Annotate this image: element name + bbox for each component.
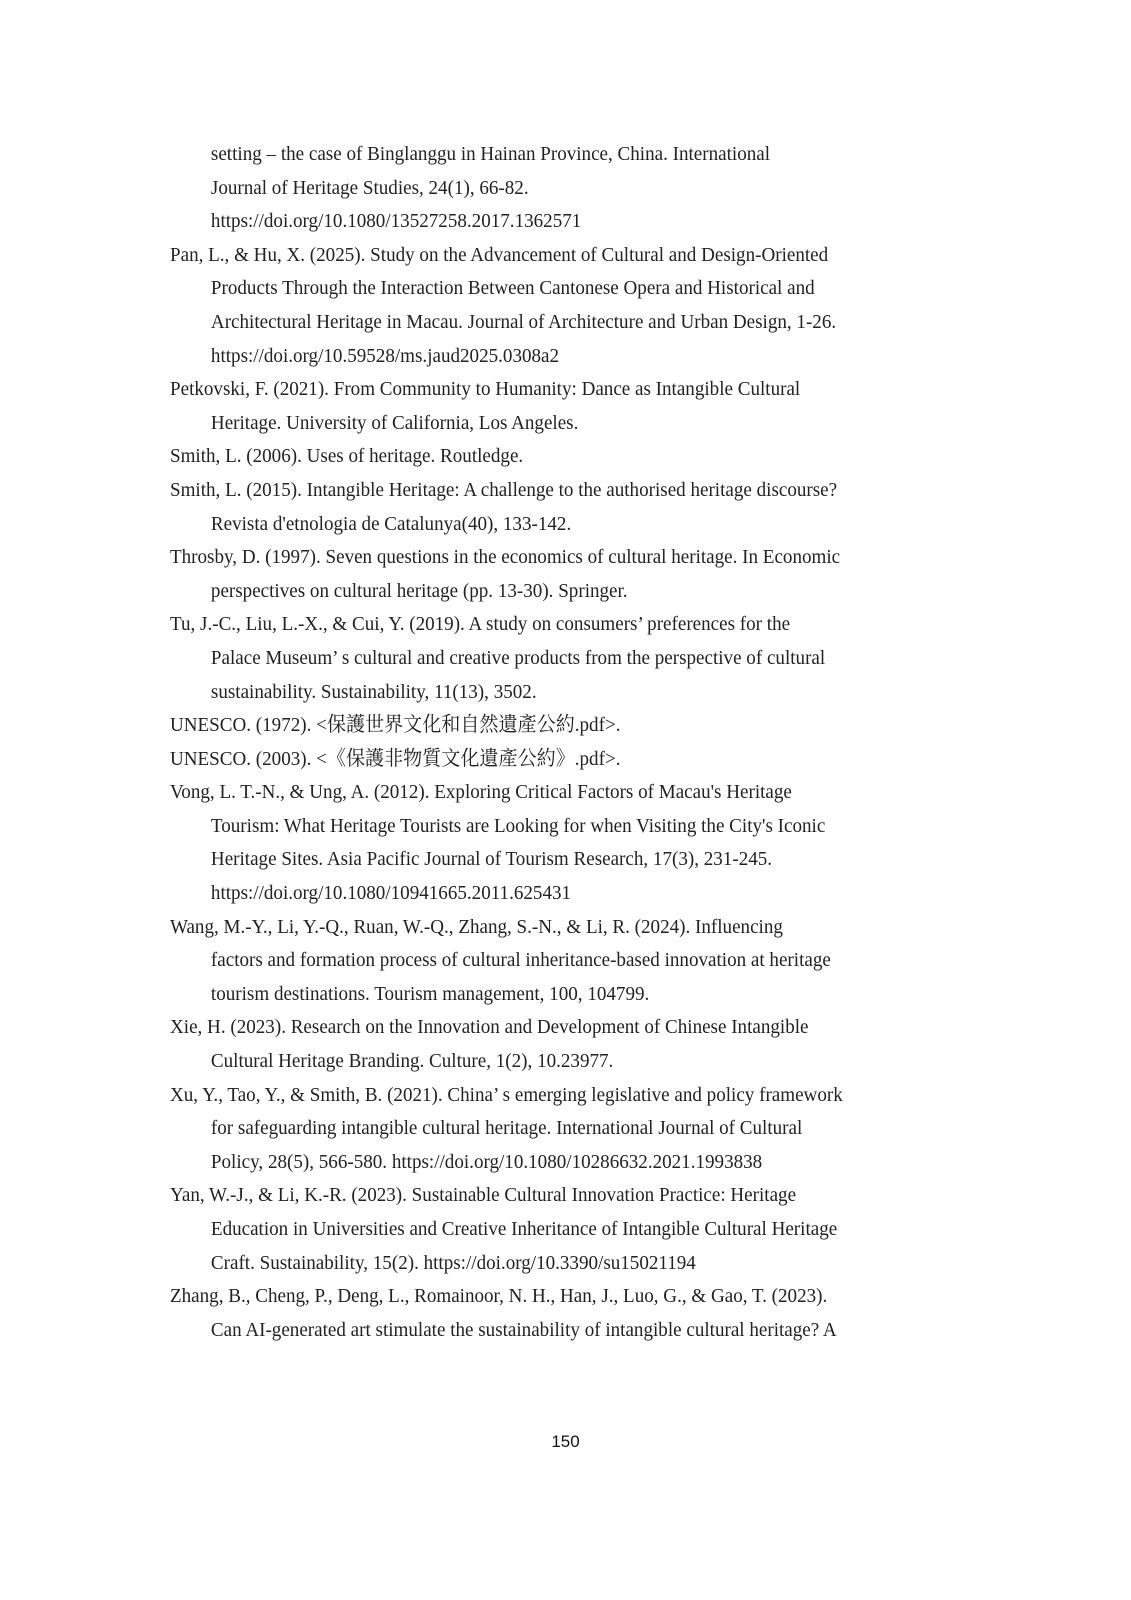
reference-line: Cultural Heritage Branding. Culture, 1(2), 10.23977. — [210, 1050, 614, 1073]
reference-line: UNESCO. (1972). <保護世界文化和自然遺產公約.pdf>. — [170, 714, 621, 737]
reference-line: Zhang, B., Cheng, P., Deng, L., Romainoor, N. H., Han, J., Luo, G., & Gao, T. (2023). — [170, 1285, 828, 1308]
reference-entry — [170, 440, 960, 474]
reference-line: Vong, L. T.-N., & Ung, A. (2012). Exploring Critical Factors of Macau's Heritage — [170, 781, 792, 804]
reference-entry — [170, 1280, 960, 1347]
reference-line: Education in Universities and Creative Inheritance of Intangible Cultural Heritage — [210, 1218, 838, 1240]
reference-line: Architectural Heritage in Macau. Journal of Architecture and Urban Design, 1-26. — [210, 310, 837, 333]
page-number: 150 — [551, 1432, 580, 1451]
reference-line: Petkovski, F. (2021). From Community to Humanity: Dance as Intangible Cultural — [170, 378, 801, 401]
reference-line: https://doi.org/10.59528/ms.jaud2025.0308a2 — [210, 344, 560, 367]
reference-line: Yan, W.-J., & Li, K.-R. (2023). Sustainable Cultural Innovation Practice: Heritage — [170, 1184, 797, 1207]
reference-entry — [170, 541, 960, 608]
reference-entry — [170, 911, 960, 1012]
reference-line: UNESCO. (2003). <《保護非物質文化遺產公約》.pdf>. — [170, 747, 621, 770]
reference-line: Xu, Y., Tao, Y., & Smith, B. (2021). China’ s emerging legislative and policy framework — [170, 1083, 843, 1106]
reference-line: Journal of Heritage Studies, 24(1), 66-82. — [210, 176, 529, 199]
reference-line: Products Through the Interaction Between Cantonese Opera and Historical and — [210, 277, 815, 300]
reference-line: Xie, H. (2023). Research on the Innovation and Development of Chinese Intangible — [170, 1016, 809, 1039]
reference-line: Smith, L. (2006). Uses of heritage. Routledge. — [170, 445, 524, 468]
reference-entry — [170, 743, 960, 777]
reference-line: Throsby, D. (1997). Seven questions in the economics of cultural heritage. In Economic — [170, 546, 841, 569]
reference-entry — [170, 1179, 960, 1280]
reference-line: Craft. Sustainability, 15(2). https://doi.org/10.3390/su15021194 — [210, 1251, 696, 1274]
reference-entry — [170, 474, 960, 541]
reference-line: perspectives on cultural heritage (pp. 13-30). Springer. — [210, 579, 628, 602]
reference-line: Can AI-generated art stimulate the sustainability of intangible cultural heritage? A — [210, 1318, 837, 1341]
reference-entry — [170, 1011, 960, 1078]
reference-entry — [170, 1079, 960, 1180]
reference-entry — [170, 608, 960, 709]
reference-line: Tourism: What Heritage Tourists are Looking for when Visiting the City's Iconic — [210, 814, 826, 837]
reference-line: Pan, L., & Hu, X. (2025). Study on the Advancement of Cultural and Design-Oriented — [170, 243, 829, 266]
reference-line: sustainability. Sustainability, 11(13), 3502. — [210, 680, 537, 703]
reference-entry — [170, 776, 960, 910]
reference-line: Heritage. University of California, Los Angeles. — [210, 411, 579, 434]
reference-line: https://doi.org/10.1080/10941665.2011.625431 — [210, 882, 572, 905]
reference-entry — [170, 373, 960, 440]
reference-list — [170, 138, 960, 1347]
reference-line: Wang, M.-Y., Li, Y.-Q., Ruan, W.-Q., Zhang, S.-N., & Li, R. (2024). Influencing — [170, 915, 783, 938]
reference-line: Revista d'etnologia de Catalunya(40), 133-142. — [210, 512, 572, 535]
reference-line: Tu, J.-C., Liu, L.-X., & Cui, Y. (2019). A study on consumers’ preferences for the — [170, 613, 791, 636]
reference-line: Policy, 28(5), 566-580. https://doi.org/10.1080/10286632.2021.1993838 — [210, 1150, 763, 1173]
reference-line: Palace Museum’ s cultural and creative products from the perspective of cultural — [210, 646, 826, 669]
reference-line: for safeguarding intangible cultural heritage. International Journal of Cultural — [210, 1117, 803, 1140]
reference-line: tourism destinations. Tourism management, 100, 104799. — [210, 982, 650, 1005]
reference-entry — [170, 138, 960, 239]
reference-entry — [170, 709, 960, 743]
reference-entry — [170, 239, 960, 373]
reference-line: factors and formation process of cultural inheritance-based innovation at heritage — [210, 949, 831, 972]
reference-line: Smith, L. (2015). Intangible Heritage: A challenge to the authorised heritage discourse? — [170, 478, 838, 501]
reference-line: https://doi.org/10.1080/13527258.2017.1362571 — [210, 210, 582, 233]
reference-line: Heritage Sites. Asia Pacific Journal of Tourism Research, 17(3), 231-245. — [210, 848, 773, 871]
reference-line: setting – the case of Binglanggu in Hainan Province, China. International — [210, 143, 771, 165]
